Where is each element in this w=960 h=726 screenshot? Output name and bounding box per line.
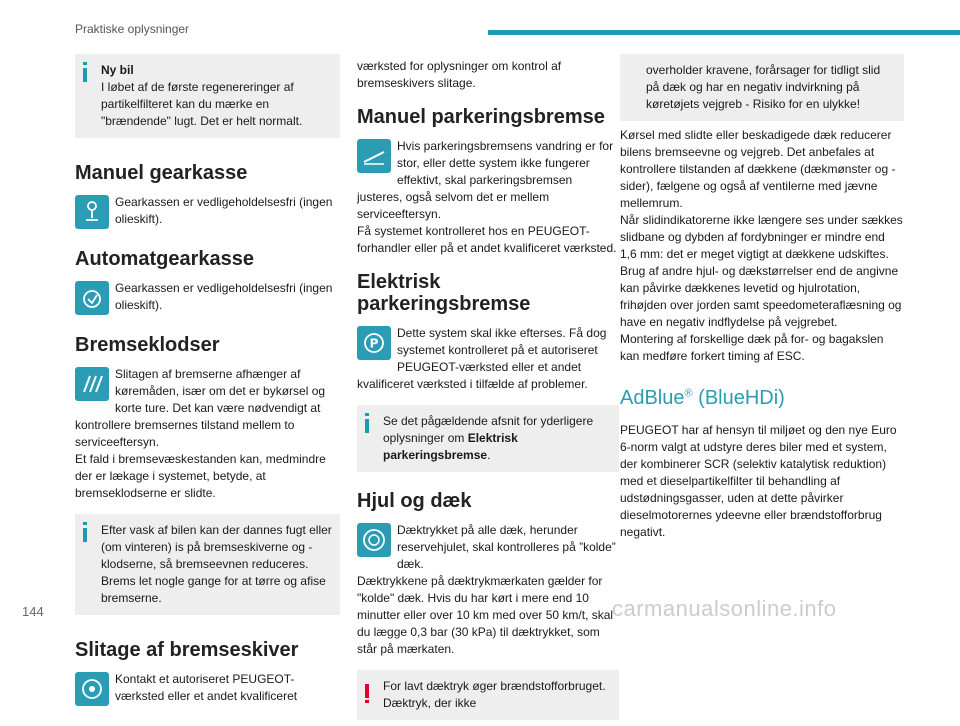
registered-mark: ® bbox=[684, 387, 693, 400]
tyre-paragraph-1: Kørsel med slidte eller beskadigede dæk reducerer bilens bremseevne og vejgreb. Det anbefales at kontrollere tilstanden af dækkene (dækmønster og -sider), fælgene og også af ventilerne med jævne mellemrum. bbox=[620, 128, 896, 210]
heading-disc-wear: Slitage af bremseskiver bbox=[75, 639, 299, 661]
disc-wear-continued: værksted for oplysninger om kontrol af bremseskivers slitage. bbox=[357, 59, 562, 90]
heading-brake-pads: Bremseklodser bbox=[75, 334, 220, 356]
disc-wear-text: Kontakt et autoriseret PEUGEOT-værksted eller et andet kvalificeret bbox=[115, 672, 298, 703]
heading-manual-parking: Manuel parkeringsbremse bbox=[357, 106, 605, 128]
column-2 bbox=[357, 50, 619, 726]
note-wash bbox=[75, 514, 340, 615]
adblue-title: AdBlue bbox=[620, 387, 685, 409]
brake-pads-text: Slitagen af bremserne afhænger af køremåden, især om det er bykørsel og korte ture. Det kan være nødvendigt at kontrollere bremsernes tilstand mellem to serviceeftersyn. bbox=[75, 367, 326, 449]
note-electric-parking bbox=[357, 405, 619, 472]
wheels-text-2: Dæktrykkene på dæktrykmærkaten gælder for "kolde" dæk. Hvis du har kørt i mere end 10 minutter eller over 10 km med over 50 km/t, skal du lægge 0,3 bar (30 kPa) til dæktrykket, som står på mærkaten. bbox=[357, 574, 614, 656]
info-icon bbox=[365, 419, 369, 433]
note-electric-text: Se det pågældende afsnit for yderligere oplysninger om bbox=[383, 414, 594, 445]
tyre-paragraph-4: Montering af forskellige dæk på for- og bagakslen kan medføre forkert timing af ESC. bbox=[620, 332, 884, 363]
auto-gear-icon bbox=[75, 281, 109, 315]
warning-pressure-text: For lavt dæktryk øger brændstofforbruget. Dæktryk, der ikke bbox=[383, 679, 606, 710]
page-number: 144 bbox=[22, 604, 44, 619]
auto-gearbox-text: Gearkassen er vedligeholdelsesfri (ingen olieskift). bbox=[115, 281, 333, 312]
header-accent-bar bbox=[488, 30, 960, 35]
tyre-paragraph-3: Brug af andre hjul- og dækstørrelser end de angivne kan påvirke dækkenes levetid og hjulrotation, frihøjden over jorden samt speedometeraflæsning og have en negativ indflydelse på vejgrebet. bbox=[620, 264, 902, 329]
column-3 bbox=[620, 50, 904, 541]
running-header: Praktiske oplysninger bbox=[75, 22, 190, 36]
manual-parking-text-2: Få systemet kontrolleret hos en PEUGEOT-forhandler eller på et andet kvalificeret værksted. bbox=[357, 224, 617, 255]
info-icon bbox=[83, 68, 87, 82]
electric-parking-text: Dette system skal ikke efterses. Få dog systemet kontrolleret på et autoriseret PEUGEOT-værksted eller et andet kvalificeret værksted i tilfælde af problemer. bbox=[357, 326, 607, 391]
note-electric-bold: Elektrisk parkeringsbremse bbox=[383, 431, 518, 462]
heading-adblue bbox=[620, 387, 904, 410]
adblue-subtitle: (BlueHDi) bbox=[692, 387, 785, 409]
brake-disc-icon bbox=[75, 672, 109, 706]
note-title: Ny bil bbox=[101, 63, 134, 77]
wheels-text: Dæktrykket på alle dæk, herunder reservehjulet, skal kontrolleres på ”kolde” dæk. bbox=[397, 523, 616, 571]
adblue-text: PEUGEOT har af hensyn til miljøet og den nye Euro 6-norm valgt at udstyre deres biler med et system, der kombinerer SCR (selektiv katalytisk reduktion) med et dieselpartikelfilter til behandling af udstødningsgasser, uden at dette påvirker dieselmotorernes ydeevne eller brændstofforbrug negativt. bbox=[620, 423, 897, 539]
heading-electric-parking: Elektrisk parkeringsbremse bbox=[357, 271, 531, 315]
gear-lever-icon bbox=[75, 195, 109, 229]
tyre-icon bbox=[357, 523, 391, 557]
heading-wheels: Hjul og dæk bbox=[357, 490, 472, 512]
tyre-paragraph-2: Når slidindikatorerne ikke længere ses under sækkes slidbane og dybden af fordybninger er mindre end 1,6 mm: det er meget vigtigt at dækkene udskiftes. bbox=[620, 213, 903, 261]
info-icon bbox=[83, 528, 87, 542]
parking-lever-icon bbox=[357, 139, 391, 173]
note-new-car bbox=[75, 54, 340, 138]
brake-pads-text-2: Et fald i bremsevæskestanden kan, medmindre der er lækage i systemet, betyde, at bremseklodserne er slidte. bbox=[75, 452, 326, 500]
svg-text:P: P bbox=[369, 336, 379, 351]
electric-parking-icon bbox=[357, 326, 391, 360]
watermark: carmanualsonline.info bbox=[612, 596, 837, 621]
note-wash-text: Efter vask af bilen kan der dannes fugt eller (om vinteren) is på bremseskiverne og -klodserne, så bremseevnen reduceres. Brems let nogle gange for at tørre og afise bremserne. bbox=[101, 523, 332, 605]
note-electric-end: . bbox=[487, 448, 491, 462]
manual-gearbox-text: Gearkassen er vedligeholdelsesfri (ingen olieskift). bbox=[115, 195, 333, 226]
warning-cont-text: overholder kravene, forårsager for tidligt slid på dæk og har en negativ indvirkning på køretøjets vejgreb - Risiko for en ulykke! bbox=[646, 63, 881, 111]
warning-pressure bbox=[357, 670, 619, 720]
warning-pressure-continued bbox=[620, 54, 904, 121]
warning-icon bbox=[365, 684, 369, 698]
manual-parking-text: Hvis parkeringsbremsens vandring er for stor, eller dette system ikke fungerer effektivt, skal parkeringsbremsen justeres, også selvom det er mellem serviceeftersyn. bbox=[357, 139, 614, 221]
note-text: I løbet af de første regenereringer af partikelfilteret kan du mærke en "brændende" lugt. Det er helt normalt. bbox=[101, 80, 303, 128]
heading-manual-gearbox: Manuel gearkasse bbox=[75, 162, 248, 184]
brake-pad-icon bbox=[75, 367, 109, 401]
heading-auto-gearbox: Automatgearkasse bbox=[75, 248, 254, 270]
column-1 bbox=[75, 50, 340, 708]
